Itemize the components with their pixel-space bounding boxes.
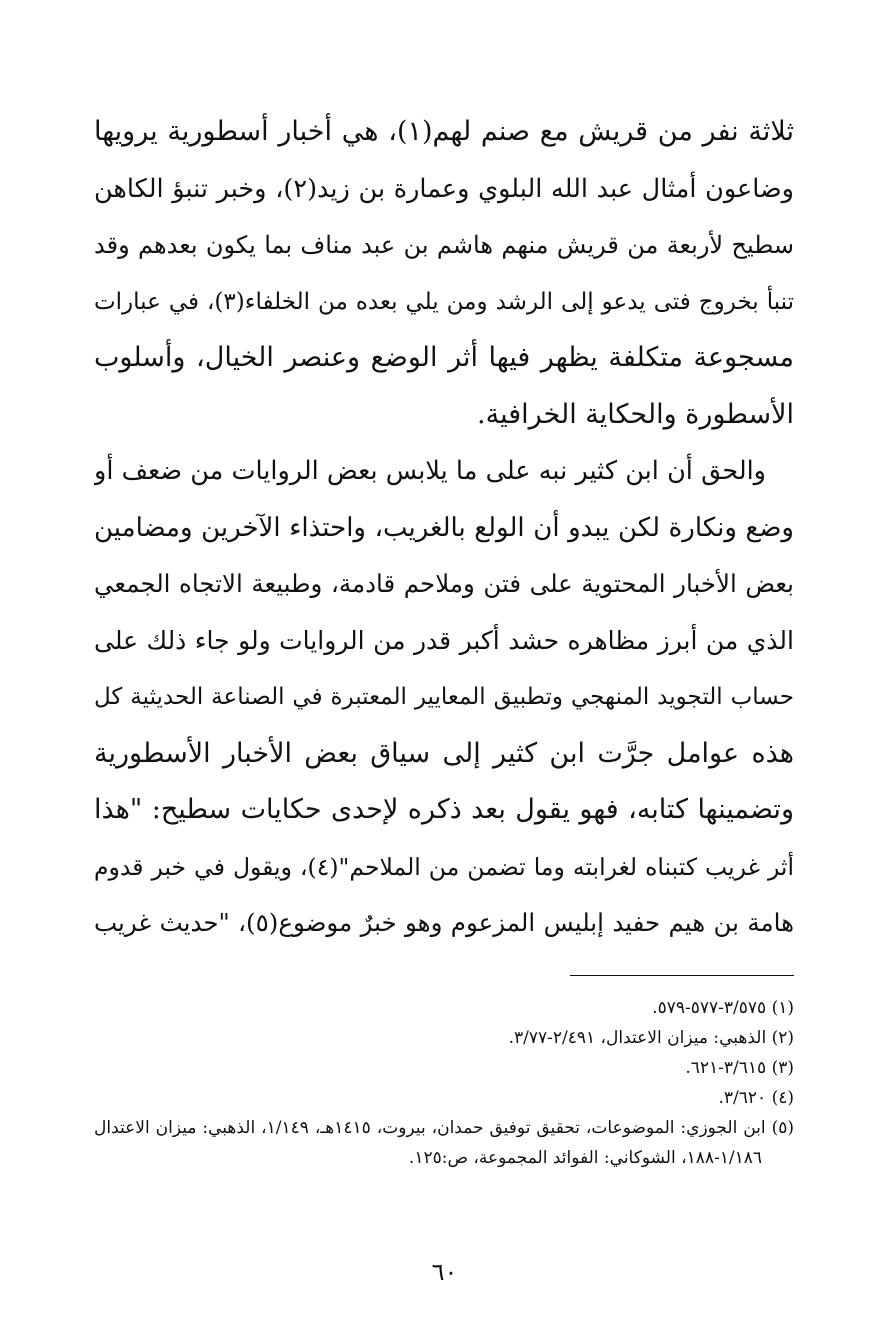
text-line: الذي من أبرز مظاهره حشد أكبر قدر من الروايات ولو جاء ذلك على (94, 625, 794, 655)
text-line: سطيح لأربعة من قريش منهم هاشم بن عبد مناف بما يكون بعدهم وقد (94, 231, 794, 259)
footnote: (٣) ٣/٦١٥-٦٢١. (685, 1058, 794, 1078)
text-line: هامة بن هيم حفيد إبليس المزعوم وهو خبرٌ موضوع(٥)، "حديث غريب (94, 908, 794, 937)
footnote: (٢) الذهبي: ميزان الاعتدال، ٢/٤٩١-٣/٧٧. (508, 1028, 794, 1048)
footnote: (٥) ابن الجوزي: الموضوعات، تحقيق توفيق حمدان، بيروت، ١٤١٥هـ، ١/١٤٩، الذهبي: ميزان الاعتدال (94, 1118, 794, 1138)
footnote-separator (570, 975, 794, 976)
text-line: والحق أن ابن كثير نبه على ما يلابس بعض الروايات من ضعف أو (94, 456, 766, 486)
text-line: حساب التجويد المنهجي وتطبيق المعايير المعتبرة في الصناعة الحديثية كل (94, 684, 794, 710)
text-line: أثر غريب كتبناه لغرابته وما تضمن من الملاحم"(٤)، ويقول في خبر قدوم (94, 852, 794, 881)
text-line: وتضمينها كتابه، فهو يقول بعد ذكره لإحدى حكايات سطيح: "هذا (94, 794, 794, 825)
text-line: ثلاثة نفر من قريش مع صنم لهم(١)، هي أخبار أسطورية يرويها (94, 116, 794, 147)
footnotes (94, 993, 794, 1173)
page-number: ٦٠ (431, 1258, 458, 1286)
footnote: (٤) ٣/٦٢٠. (718, 1088, 794, 1108)
text-line: بعض الأخبار المحتوية على فتن وملاحم قادمة، وطبيعة الاتجاه الجمعي (94, 569, 794, 598)
text-line: هذه عوامل جرَّت ابن كثير إلى سياق بعض الأخبار الأسطورية (94, 737, 794, 769)
footnote: (١) ٣/٥٧٥-٥٧٧-٥٧٩. (652, 998, 794, 1018)
body-text (94, 104, 794, 952)
text-line: تنبأ بخروج فتى يدعو إلى الرشد ومن يلي بعده من الخلفاء(٣)، في عبارات (94, 288, 794, 315)
footnote-continuation: ١/١٨٦-١٨٨، الشوكاني: الفوائد المجموعة، ص:١٢٥. (408, 1148, 762, 1168)
text-line: مسجوعة متكلفة يظهر فيها أثر الوضع وعنصر الخيال، وأسلوب (94, 342, 794, 373)
text-line: وضع ونكارة لكن يبدو أن الولع بالغريب، واحتذاء الآخرين ومضامين (94, 512, 794, 543)
text-line: وضاعون أمثال عبد الله البلوي وعمارة بن زيد(٢)، وخبر تنبؤ الكاهن (94, 173, 794, 204)
text-line: الأسطورة والحكاية الخرافية. (477, 398, 794, 430)
